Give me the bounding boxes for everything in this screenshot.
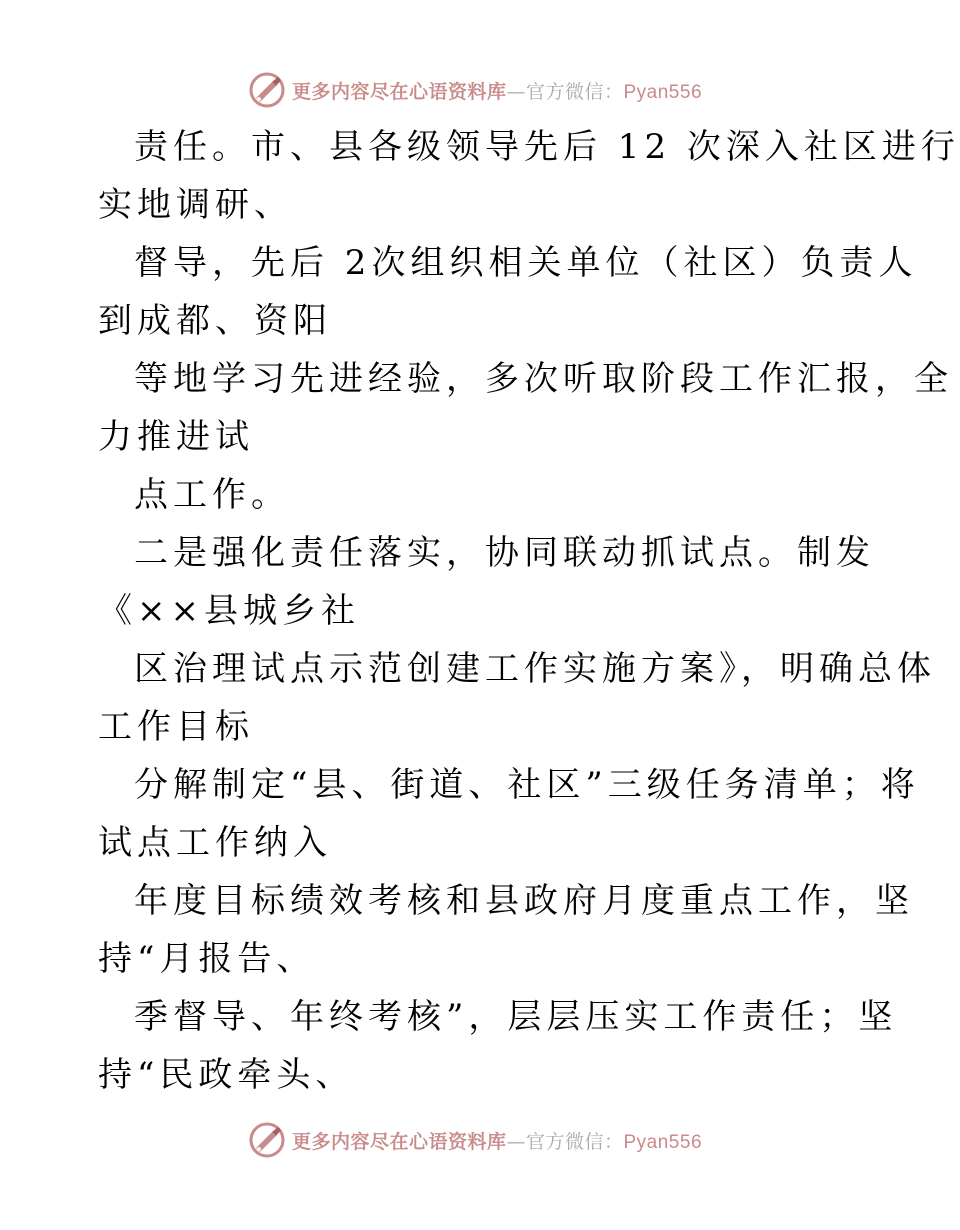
- body-line: 分解制定“县、街道、社区”三级任务清单；将: [134, 765, 920, 805]
- footer-watermark: [0, 1120, 950, 1160]
- watermark-wechat-label: 官方微信：: [525, 80, 624, 103]
- body-line: 力推进试: [98, 417, 254, 457]
- body-line: 年度目标绩效考核和县政府月度重点工作，坚: [134, 881, 914, 921]
- watermark-dash: —: [506, 80, 526, 103]
- body-line: 等地学习先进经验，多次听取阶段工作汇报，全: [134, 359, 953, 399]
- body-line: 持“月报告、: [98, 939, 316, 979]
- watermark-wechat-id: Pyan556: [623, 1131, 703, 1153]
- watermark-text: [292, 1127, 702, 1154]
- pen-seal-icon: [248, 1121, 286, 1159]
- watermark-dash: —: [506, 1130, 526, 1153]
- watermark-brand: 更多内容尽在心语资料库: [291, 80, 507, 103]
- header-watermark: [0, 70, 950, 110]
- body-line: 责任。市、县各级领导先后 12 次深入社区进行: [134, 127, 960, 167]
- body-line: 《××县城乡社: [98, 591, 360, 631]
- document-body: [98, 118, 960, 1104]
- body-line: 季督导、年终考核”，层层压实工作责任；坚: [134, 997, 898, 1037]
- watermark-wechat-label: 官方微信：: [525, 1130, 624, 1153]
- body-line: 试点工作纳入: [98, 823, 332, 863]
- watermark-brand: 更多内容尽在心语资料库: [291, 1130, 507, 1153]
- body-line: 到成都、资阳: [98, 301, 332, 341]
- body-line: 区治理试点示范创建工作实施方案》，明确总体: [134, 649, 936, 689]
- body-line: 实地调研、: [98, 185, 293, 225]
- body-line: 督导，先后 2次组织相关单位（社区）负责人: [134, 243, 918, 283]
- body-line: 二是强化责任落实，协同联动抓试点。制发: [134, 533, 875, 573]
- watermark-wechat-id: Pyan556: [623, 81, 703, 103]
- body-line: 点工作。: [134, 475, 290, 515]
- body-line: 持“民政牵头、: [98, 1055, 355, 1095]
- watermark-text: [292, 77, 702, 104]
- pen-seal-icon: [248, 71, 286, 109]
- body-line: 工作目标: [98, 707, 254, 747]
